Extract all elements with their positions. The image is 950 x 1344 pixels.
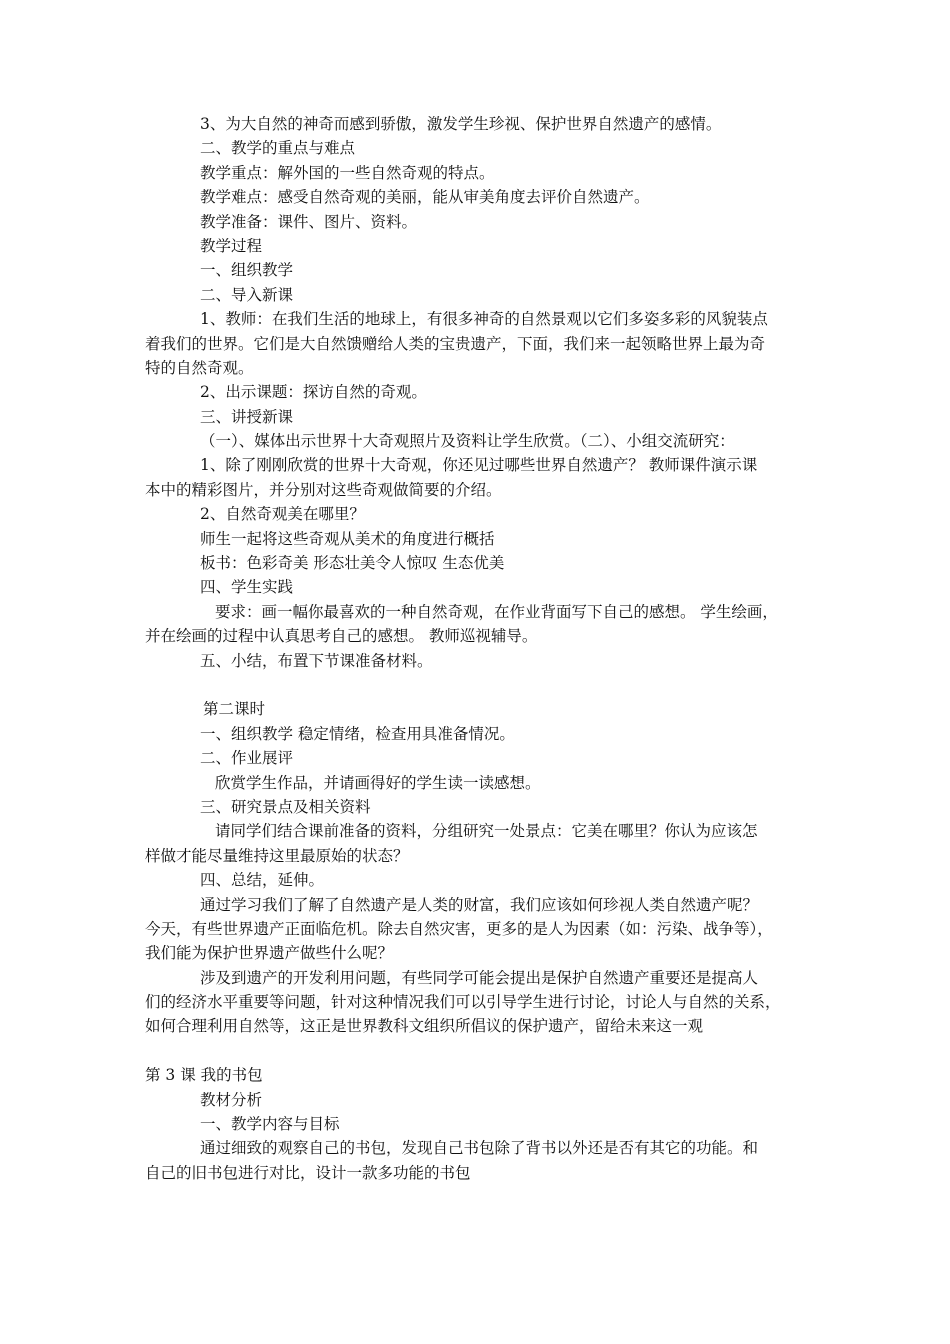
text-line: 通过学习我们了解了自然遗产是人类的财富，我们应该如何珍视人类自然遗产呢？: [200, 895, 759, 914]
text-line: 1、教师：在我们生活的地球上，有很多神奇的自然景观以它们多姿多彩的风貌装点: [200, 310, 768, 329]
text-line: 第二课时: [203, 700, 266, 719]
text-line: 请同学们结合课前准备的资料，分组研究一处景点：它美在哪里？你认为应该怎: [215, 822, 758, 841]
text-line: 三、讲授新课: [200, 407, 294, 426]
text-line: 我们能为保护世界遗产做些什么呢？: [145, 944, 394, 963]
text-line: 并在绘画的过程中认真思考自己的感想。 教师巡视辅导。: [145, 627, 538, 646]
text-line: 板书：色彩奇美 形态壮美令人惊叹 生态优美: [200, 554, 505, 573]
text-line: 欣赏学生作品，并请画得好的学生读一读感想。: [215, 773, 541, 792]
text-line: 师生一起将这些奇观从美术的角度进行概括: [200, 529, 495, 548]
text-line: 教学准备：课件、图片、资料。: [200, 212, 418, 231]
text-line: 教学难点：感受自然奇观的美丽，能从审美角度去评价自然遗产。: [200, 188, 650, 207]
text-line: 二、教学的重点与难点: [200, 139, 356, 158]
blank-line: [145, 1039, 811, 1063]
text-line: 四、总结，延伸。: [200, 871, 325, 890]
text-line: 们的经济水平重要等问题，针对这种情况我们可以引导学生进行讨论，讨论人与自然的关系，: [145, 993, 781, 1012]
text-line: 要求：画一幅你最喜欢的一种自然奇观，在作业背面写下自己的感想。 学生绘画，: [215, 602, 778, 621]
text-line: 样做才能尽量维持这里最原始的状态？: [145, 846, 409, 865]
text-line: 教学过程: [200, 236, 263, 255]
text-line: 五、小结，布置下节课准备材料。: [200, 651, 433, 670]
text-line: 2、出示课题：探访自然的奇观。: [200, 383, 427, 402]
text-line: 三、研究景点及相关资料: [200, 797, 371, 816]
text-line: 本中的精彩图片，并分别对这些奇观做简要的介绍。: [145, 480, 502, 499]
text-line: 二、作业展评: [200, 749, 294, 768]
text-line: 第 3 课 我的书包: [145, 1066, 263, 1085]
text-line: 二、导入新课: [200, 285, 294, 304]
text-line: 今天，有些世界遗产正面临危机。除去自然灾害，更多的是人为因素（如：污染、战争等），: [145, 919, 773, 938]
text-line: 特的自然奇观。: [145, 358, 254, 377]
text-line: 四、学生实践: [200, 578, 294, 597]
text-line: 教学重点：解外国的一些自然奇观的特点。: [200, 163, 495, 182]
text-line: 如何合理利用自然等，这正是世界教科文组织所倡议的保护遗产，留给未来这一观: [145, 1017, 704, 1036]
text-line: 涉及到遗产的开发利用问题，有些同学可能会提出是保护自然遗产重要还是提高人: [200, 968, 759, 987]
text-line: 通过细致的观察自己的书包，发现自己书包除了背书以外还是否有其它的功能。和: [200, 1139, 759, 1158]
blank-line: [145, 673, 811, 697]
text-line: （一）、媒体出示世界十大奇观照片及资料让学生欣赏。（二）、小组交流研究：: [200, 432, 735, 451]
text-line: 3、为大自然的神奇而感到骄傲，激发学生珍视、保护世界自然遗产的感情。: [200, 115, 722, 133]
text-line: 2、自然奇观美在哪里？: [200, 505, 365, 524]
text-line: 自己的旧书包进行对比，设计一款多功能的书包: [145, 1163, 471, 1182]
text-line: 1、除了刚刚欣赏的世界十大奇观，你还见过哪些世界自然遗产？ 教师课件演示课: [200, 456, 758, 475]
text-line: 一、组织教学: [200, 261, 294, 280]
text-line: 教材分析: [200, 1090, 263, 1109]
text-line: 着我们的世界。它们是大自然馈赠给人类的宝贵遗产，下面，我们来一起领略世界上最为奇: [145, 334, 766, 353]
text-line: 一、教学内容与目标: [200, 1115, 340, 1134]
text-line: 一、组织教学 稳定情绪，检查用具准备情况。: [200, 724, 515, 743]
document-body: [145, 112, 811, 1185]
